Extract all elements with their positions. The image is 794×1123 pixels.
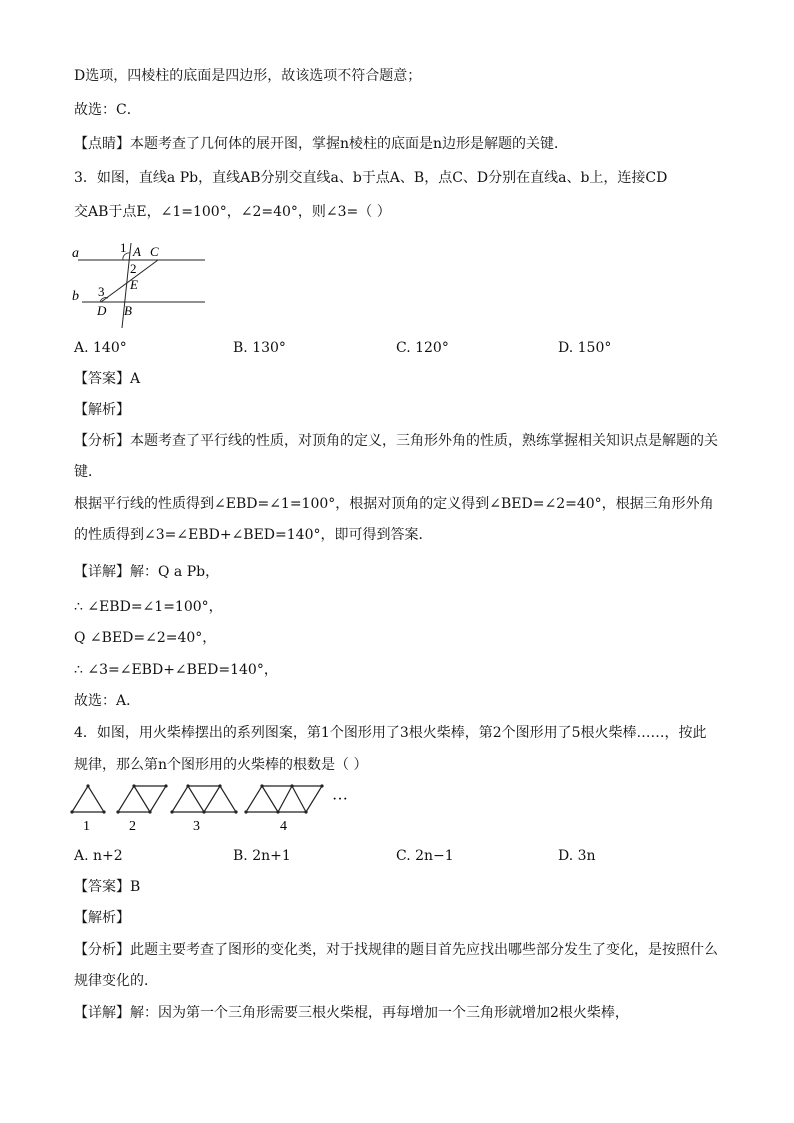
q4-option-c: C. 2n−1 — [396, 848, 454, 864]
label-b: b — [72, 289, 79, 304]
q4-option-a: A. n+2 — [74, 848, 123, 864]
q4-option-d: D. 3n — [558, 848, 596, 864]
q3-option-c: C. 120° — [396, 340, 449, 356]
fig-label-4: 4 — [280, 819, 287, 834]
q3-option-b: B. 130° — [233, 340, 286, 356]
q3-step-2: Q ∠BED=∠2=40°， — [74, 630, 217, 646]
q3-stem-1: 3．如图，直线a Pb，直线AB分别交直线a、b于点A、B，点C、D分别在直线a、b上，连接CD — [74, 170, 668, 186]
q3-fenxi-4: 的性质得到∠3=∠EBD+∠BED=140°，即可得到答案． — [74, 527, 433, 543]
q3-stem-2: 交AB于点E，∠1=100°，∠2=40°，则∠3=（ ） — [74, 204, 391, 220]
q3-figure — [68, 238, 213, 330]
fig-label-2: 2 — [129, 819, 136, 834]
triangles-fig-2 — [118, 786, 166, 812]
label-E: E — [130, 277, 138, 292]
label-a: a — [72, 246, 79, 261]
q4-stem-2: 规律，那么第n个图形用的火柴棒的根数是（ ） — [74, 757, 368, 773]
q3-fenxi-3: 根据平行线的性质得到∠EBD=∠1=100°，根据对顶角的定义得到∠BED=∠2=40°，根据三角形外角 — [74, 496, 714, 512]
fig-label-3: 3 — [193, 819, 200, 834]
q4-xiangjie: 【详解】解：因为第一个三角形需要三根火柴棍，再每增加一个三角形就增加2根火柴棒， — [74, 1005, 629, 1021]
label-C: C — [150, 244, 159, 259]
triangle-fig-1 — [72, 786, 104, 812]
q4-jiexi: 【解析】 — [74, 910, 130, 926]
q3-xiangjie: 【详解】解：Q a Pb， — [74, 564, 220, 580]
q4-fenxi-1: 【分析】此题主要考查了图形的变化类，对于找规律的题目首先应找出哪些部分发生了变化，是按照什么 — [74, 942, 718, 958]
q4-fenxi-2: 规律变化的． — [74, 973, 158, 989]
q3-fenxi-1: 【分析】本题考查了平行线的性质，对顶角的定义，三角形外角的性质，熟练掌握相关知识点是解题的关 — [74, 433, 718, 449]
fig-label-1: 1 — [83, 819, 90, 834]
q4-stem-1: 4．如图，用火柴棒摆出的系列图案，第1个图形用了3根火柴棒，第2个图形用了5根火柴棒……，按此 — [74, 725, 707, 741]
q3-step-3: ∴ ∠3=∠EBD+∠BED=140°， — [74, 662, 278, 678]
q3-jiexi: 【解析】 — [74, 402, 130, 418]
line-choose-c: 故选：C． — [74, 102, 141, 118]
q3-choose: 故选：A． — [74, 693, 141, 709]
triangles-fig-3 — [172, 786, 236, 812]
q4-option-b: B. 2n+1 — [233, 848, 291, 864]
q3-step-1: ∴ ∠EBD=∠1=100°， — [74, 599, 223, 615]
q4-figure — [68, 782, 358, 834]
label-A: A — [133, 244, 141, 259]
q3-option-a: A. 140° — [74, 340, 127, 356]
triangles-fig-4 — [246, 786, 322, 812]
label-2: 2 — [130, 261, 137, 276]
line-dianjing: 【点睛】本题考查了几何体的展开图，掌握n棱柱的底面是n边形是解题的关键． — [74, 136, 569, 152]
fig-ellipsis: ··· — [332, 791, 348, 808]
q3-option-d: D. 150° — [558, 340, 612, 356]
line-d-option: D选项，四棱柱的底面是四边形，故该选项不符合题意； — [74, 68, 422, 84]
label-3: 3 — [98, 284, 105, 299]
label-1: 1 — [120, 240, 127, 255]
q3-answer: 【答案】A — [74, 371, 141, 387]
label-B: B — [124, 303, 132, 318]
label-D: D — [97, 303, 107, 318]
q3-fenxi-2: 键． — [74, 464, 102, 480]
q4-answer: 【答案】B — [74, 879, 141, 895]
